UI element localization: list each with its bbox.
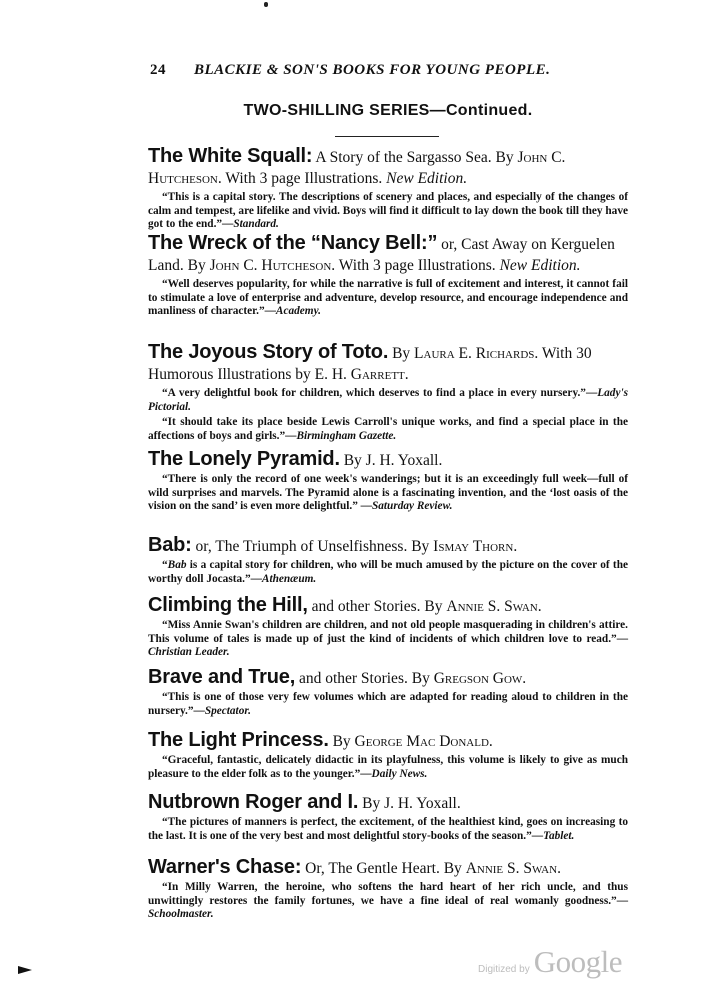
quote-text: “Miss Annie Swan's children are children, and not old people masquerading in children's attire. This volume of tales is made up of just the kind of incidents of which children love to read.”—	[148, 619, 628, 645]
book-detail: With 3 page Illustrations.	[221, 170, 387, 187]
by-label: By	[407, 538, 434, 555]
review-quote	[148, 278, 628, 319]
book-title: The Joyous Story of Toto.	[148, 341, 389, 363]
running-title: BLACKIE & SON'S BOOKS FOR YOUNG PEOPLE.	[194, 62, 551, 78]
margin-arrow-icon	[18, 966, 32, 974]
quote-text: “Graceful, fantastic, delicately didactic in its playfulness, this volume is likely to give as much pleasure to the elder folk as to the younger.”—	[148, 754, 628, 780]
book-entry-climbing-the-hill	[148, 595, 628, 660]
book-author: George Mac Donald.	[354, 733, 493, 750]
quote-source: Academy.	[275, 305, 321, 317]
book-author: Ismay Thorn.	[433, 538, 518, 555]
entry-heading	[148, 342, 628, 385]
review-quote	[148, 619, 628, 660]
book-subtitle: A Story of the Sargasso Sea.	[312, 149, 492, 166]
book-entry-brave-and-true	[148, 667, 628, 718]
book-title: Climbing the Hill,	[148, 594, 308, 616]
review-quote	[148, 416, 628, 443]
quote-source: Daily News.	[371, 767, 428, 780]
review-quote	[148, 387, 628, 414]
book-title: The Lonely Pyramid.	[148, 448, 340, 470]
entry-heading	[148, 449, 628, 471]
entry-heading	[148, 146, 628, 189]
quote-source: Standard.	[233, 218, 279, 230]
by-label: By	[491, 149, 518, 166]
book-title: The Light Princess.	[148, 729, 329, 751]
quote-text: “The pictures of manners is perfect, the excitement, of the healthiest kind, goes on increasing to the last. It is one of the very best and most delightful story-books of the season.”—	[148, 816, 628, 842]
book-title: Warner's Chase:	[148, 856, 302, 878]
book-author: Gregson Gow.	[433, 670, 527, 687]
book-title: Bab:	[148, 534, 192, 556]
entry-heading	[148, 730, 628, 752]
series-heading: TWO-SHILLING SERIES—Continued.	[243, 102, 533, 119]
by-label: By	[439, 860, 466, 877]
review-quote	[148, 691, 628, 718]
review-quote	[148, 191, 628, 232]
book-entry-white-squall	[148, 146, 628, 232]
book-author: John C. Hutcheson.	[209, 257, 336, 274]
running-header	[150, 62, 626, 84]
book-entry-toto	[148, 342, 628, 443]
book-author: J. H. Yoxall.	[384, 795, 461, 812]
quote-mark: “	[162, 559, 168, 571]
entry-heading	[148, 595, 628, 617]
book-entry-light-princess	[148, 730, 628, 781]
book-author: Annie S. Swan.	[446, 598, 542, 615]
by-label: By	[407, 670, 434, 687]
quote-text: “This is a capital story. The descriptions of scenery and places, and especially of the changes of calm and tempest, are lifelike and vivid. Boys will find it difficult to lay down the book till they have got to the end.”—	[148, 191, 628, 230]
book-entry-nancy-bell	[148, 233, 628, 319]
quote-text: “Well deserves popularity, for while the narrative is full of excitement and interest, it cannot fail to stimulate a love of enterprise and adventure, develop resource, and encourage independence and manliness of character.”—	[148, 278, 628, 317]
book-subtitle: or, The Triumph of Unselfishness.	[191, 538, 408, 555]
book-entry-lonely-pyramid	[148, 449, 628, 514]
by-label: By	[328, 733, 355, 750]
quote-source: Christian Leader.	[148, 646, 230, 658]
review-quote	[148, 473, 628, 514]
book-author: J. H. Yoxall.	[365, 452, 443, 469]
quote-source: Schoolmaster.	[148, 908, 214, 920]
watermark-digitized-label: Digitized by	[478, 964, 530, 975]
book-author: John C. Hutcheson.	[148, 149, 566, 187]
review-quote	[148, 754, 628, 781]
book-detail: With 30 Humorous Illustrations by	[148, 345, 592, 383]
review-quote	[148, 559, 628, 586]
google-logo-icon: Google	[533, 944, 622, 979]
quote-text: “A very delightful book for children, which deserves to find a place in every nursery.”—	[162, 387, 598, 399]
quote-source: Tablet.	[543, 829, 575, 842]
book-entry-warners-chase	[148, 857, 628, 922]
entry-heading	[148, 857, 628, 879]
book-edition: New Edition.	[386, 170, 468, 187]
book-title: The Wreck of the “Nancy Bell:”	[148, 232, 438, 254]
quote-source: Athenæum.	[261, 572, 317, 585]
entry-heading	[148, 233, 628, 276]
page-number: 24	[150, 62, 166, 78]
quote-text: “It should take its place beside Lewis Carroll's unique works, and find a special place in the affections of boys and girls.”—	[148, 416, 628, 442]
quote-text: is a capital story for children, who will be much amused by the picture on the cover of the worthy doll Jocasta.”—	[148, 559, 628, 585]
by-label: By	[183, 257, 210, 274]
entry-heading	[148, 667, 628, 689]
quote-source: Saturday Review.	[371, 500, 453, 512]
quote-italic: Bab	[167, 559, 187, 571]
quote-source: Birmingham Gazette.	[296, 429, 397, 442]
entry-heading	[148, 792, 628, 814]
book-title: Nutbrown Roger and I.	[148, 791, 359, 813]
by-label: By	[339, 452, 366, 469]
book-illustrator: E. H. Garrett.	[314, 366, 409, 383]
quote-text: “In Milly Warren, the heroine, who softens the hard heart of her rich uncle, and thus unwittingly restores the family fortunes, we have a fine ideal of real womanly goodness.”—	[148, 881, 628, 907]
book-author: Laura E. Richards.	[414, 345, 539, 362]
book-entry-bab	[148, 535, 628, 586]
book-subtitle: Or, The Gentle Heart.	[301, 860, 440, 877]
review-quote	[148, 816, 628, 843]
review-quote	[148, 881, 628, 922]
ink-speck	[264, 2, 268, 7]
book-entry-nutbrown-roger	[148, 792, 628, 843]
by-label: By	[388, 345, 415, 362]
google-watermark	[478, 944, 622, 980]
quote-text: “This is one of those very few volumes which are adapted for reading aloud to children in the nursery.”—	[148, 691, 628, 717]
heading-rule	[335, 136, 439, 137]
book-author: Annie S. Swan.	[465, 860, 561, 877]
book-subtitle: and other Stories.	[295, 670, 408, 687]
book-title: Brave and True,	[148, 666, 296, 688]
by-label: By	[420, 598, 447, 615]
book-edition: New Edition.	[499, 257, 581, 274]
book-subtitle: or, Cast Away on Kerguelen Land.	[148, 236, 615, 274]
book-subtitle: and other Stories.	[307, 598, 421, 615]
by-label: By	[358, 795, 385, 812]
quote-text: “There is only the record of one week's wanderings; but it is an exceedingly full week—full of wild surprises and marvels. The Pyramid alone is a fascinating invention, and the ‘lost oasis of the vision on the sand’ is even more delightful.” —	[148, 473, 628, 512]
quote-source: Spectator.	[204, 704, 251, 717]
book-detail: With 3 page Illustrations.	[335, 257, 500, 274]
quote-source: Lady's Pictorial.	[148, 387, 628, 413]
entry-heading	[148, 535, 628, 557]
book-title: The White Squall:	[148, 145, 313, 167]
